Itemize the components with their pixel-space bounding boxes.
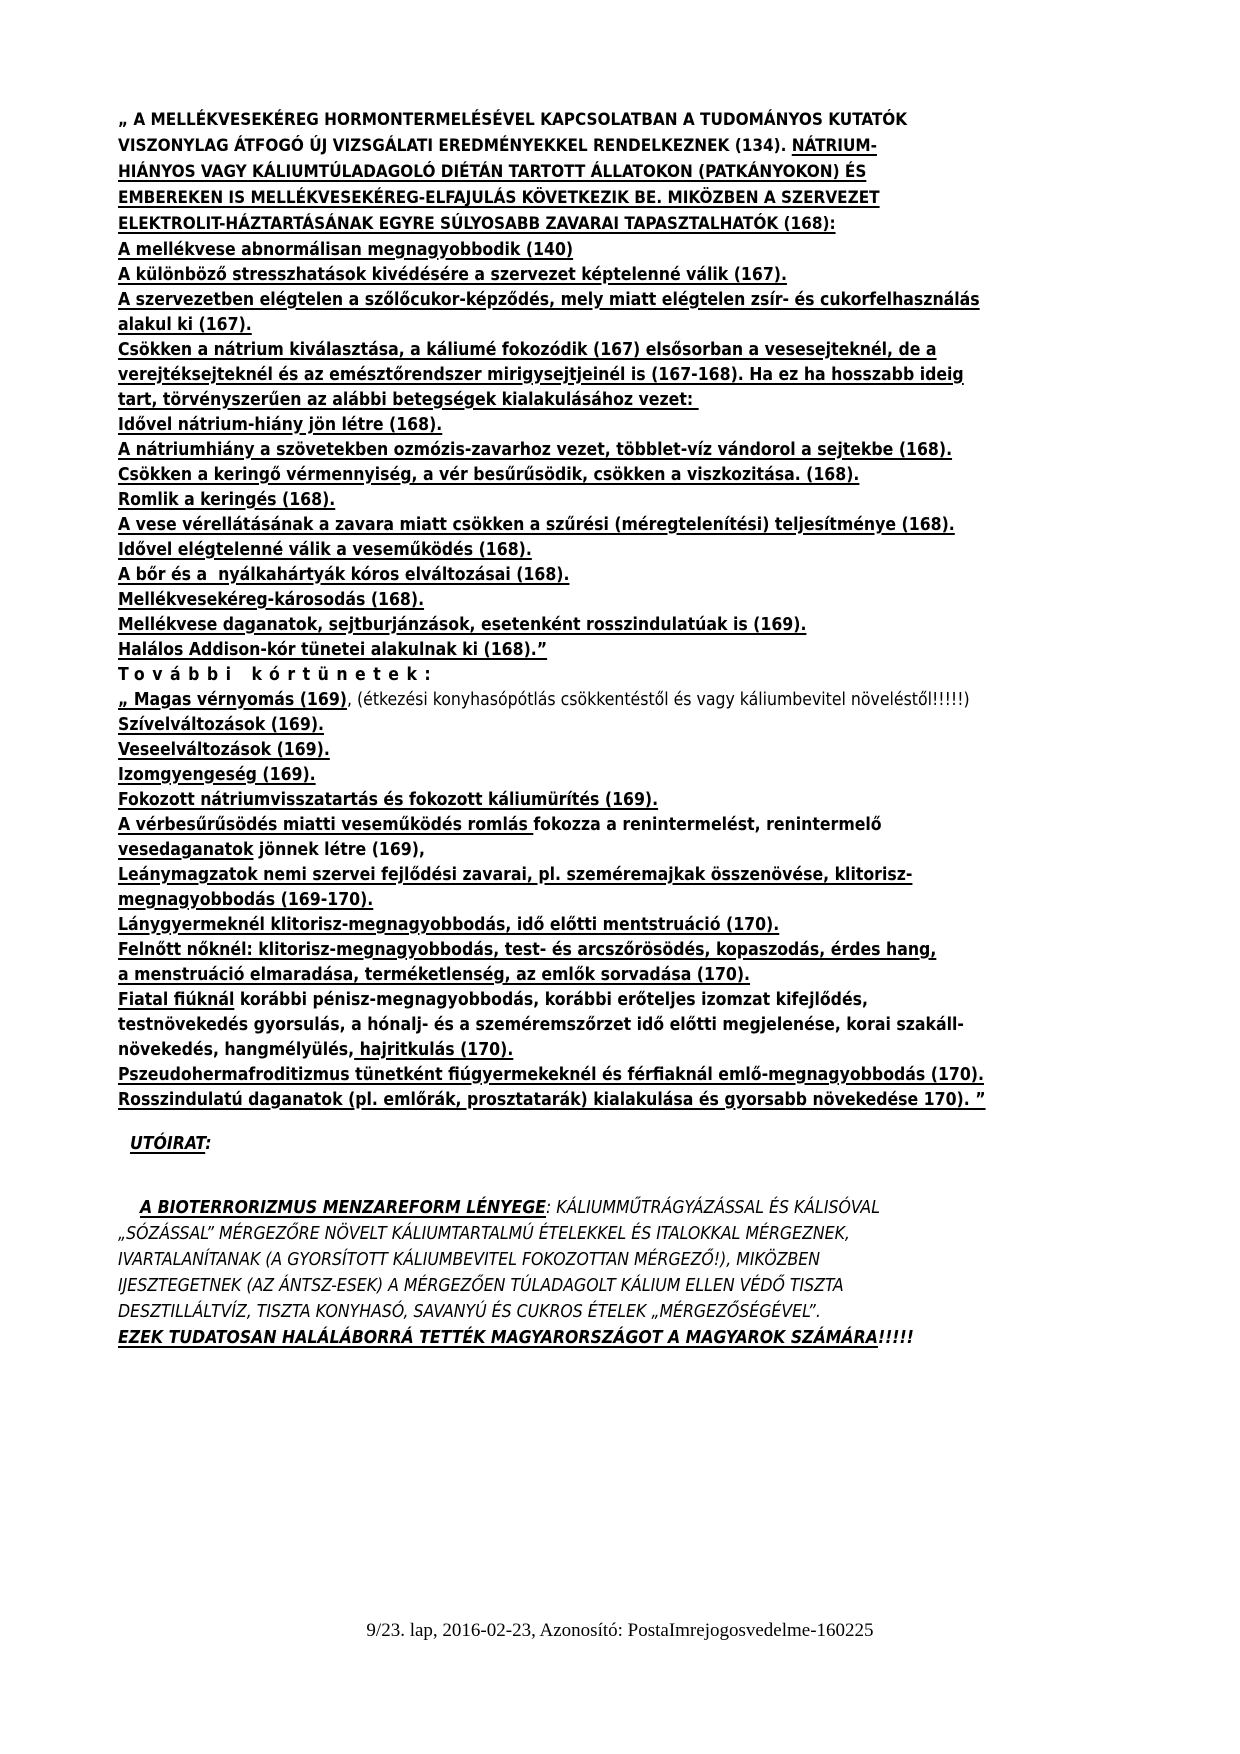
list-line: A mellékvese abnormálisan megnagyobbodik (140) [118,240,574,260]
list-line: A különböző stresszhatások kivédésére a szervezet képtelenné válik (167). [118,265,787,285]
further-line-2: Szívelváltozások (169). [118,715,325,735]
further-line-12: a menstruáció elmaradása, terméketlenség, az emlők sorvadása (170). [118,965,751,985]
further-line-15 [118,1040,513,1060]
postscript-exclamations: !!!!! [877,1328,914,1348]
page-footer: 9/23. lap, 2016-02-23, Azonosító: PostaImrejogosvedelme-160225 [366,1620,874,1641]
list-line: Idővel nátrium-hiány jön létre (168). [118,415,443,435]
postscript-title-colon: : [205,1134,212,1154]
postscript-lead-underlined: A BIOTERRORIZMUS MENZAREFORM LÉNYEGE [140,1198,546,1218]
list-line: A szervezetben elégtelen a szőlőcukor-képződés, mely miatt elégtelen zsír- és cukorfelhasználás [118,290,980,310]
intro-text: VISZONYLAG ÁTFOGÓ ÚJ VIZSGÁLATI EREDMÉNYEKKEL RENDELKEZNEK (134). [118,136,792,156]
further-text: korábbi pénisz-megnagyobbodás, korábbi erőteljes izomzat kifejlődés, [234,990,868,1010]
further-line-5: Fokozott nátriumvisszatartás és fokozott káliumürítés (169). [118,790,659,810]
further-line-17: Rosszindulatú daganatok (pl. emlőrák, prosztatarák) kialakulása és gyorsabb növekedése 170). ” [118,1090,986,1110]
postscript-line-2: „SÓZÁSSAL” MÉRGEZŐRE NÖVELT KÁLIUMTARTALMÚ ÉTELEKKEL ÉS ITALOKKAL MÉRGEZNEK, [118,1224,850,1244]
list-line: Romlik a keringés (168). [118,490,336,510]
further-text: , (étkezési konyhasópótlás csökkentéstől és vagy káliumbevitel növeléstől!!!!!) [347,690,970,710]
postscript-line-5: DESZTILLÁLTVÍZ, TISZTA KONYHASÓ, SAVANYÚ ÉS CUKROS ÉTELEK „MÉRGEZŐSÉGÉVEL”. [118,1302,821,1322]
further-line-14: testnövekedés gyorsulás, a hónalj- és a szeméremszőrzet idő előtti megjelenése, korai szakáll- [118,1015,964,1035]
list-line: tart, törvényszerűen az alábbi betegségek kialakulásához vezet: [118,390,699,410]
postscript-text: : KÁLIUMMŰTRÁGYÁZÁSSAL ÉS KÁLISÓVAL [546,1198,880,1218]
list-line: Mellékvese daganatok, sejtburjánzások, esetenként rosszindulatúak is (169). [118,615,807,635]
further-line-6 [118,815,882,835]
postscript-conclusion-underlined: EZEK TUDATOSAN HALÁLÁBORRÁ TETTÉK MAGYARORSZÁGOT A MAGYAROK SZÁMÁRA [118,1328,878,1348]
postscript-line-6 [118,1328,914,1348]
further-text-underlined: „ Magas vérnyomás (169) [118,690,347,710]
intro-line-3: HIÁNYOS VAGY KÁLIUMTÚLADAGOLÓ DIÉTÁN TARTOTT ÁLLATOKON (PATKÁNYOKON) ÉS [118,162,867,182]
further-line-1 [118,690,970,710]
further-line-16: Pszeudohermafroditizmus tünetként fiúgyermekeknél és férfiaknál emlő-megnagyobbodás (170). [118,1065,984,1085]
intro-text-underlined: NÁTRIUM- [791,136,877,156]
further-line-13 [118,990,868,1010]
further-text-underlined: hajritkulás (170). [354,1040,514,1060]
further-text: jönnek létre (169), [253,840,425,860]
further-line-8: Leánymagzatok nemi szervei fejlődési zavarai, pl. szeméremajkak összenövése, klitorisz- [118,865,913,885]
list-line: Mellékvesekéreg-károsodás (168). [118,590,425,610]
list-line: A nátriumhiány a szövetekben ozmózis-zavarhoz vezet, többlet-víz vándorol a sejtekbe (168). [118,440,953,460]
list-line: A vese vérellátásának a zavara miatt csökken a szűrési (méregtelenítési) teljesítménye (168). [118,515,955,535]
further-text-underlined: vesedaganatok [118,840,254,860]
postscript-line-3: IVARTALANÍTANAK (A GYORSÍTOTT KÁLIUMBEVITEL FOKOZOTTAN MÉRGEZŐ!), MIKÖZBEN [118,1250,821,1270]
further-line-9: megnagyobbodás (169-170). [118,890,374,910]
postscript-line-4: IJESZTEGETNEK (AZ ÁNTSZ-ESEK) A MÉRGEZŐEN TÚLADAGOLT KÁLIUM ELLEN VÉDŐ TISZTA [118,1276,844,1296]
list-line: Csökken a nátrium kiválasztása, a káliumé fokozódik (167) elsősorban a vesesejteknél, de a [118,340,937,360]
list-line: Csökken a keringő vérmennyiség, a vér besűrűsödik, csökken a viszkozitása. (168). [118,465,860,485]
intro-line-4: EMBEREKEN IS MELLÉKVESEKÉREG-ELFAJULÁS KÖVETKEZIK BE. MIKÖZBEN A SZERVEZET [118,188,880,208]
further-text-underlined: A vérbesűrűsödés miatti veseműködés romlás [118,815,534,835]
list-line: Halálos Addison-kór tünetei alakulnak ki (168).” [118,640,548,660]
list-line: A bőr és a nyálkahártyák kóros elváltozásai (168). [118,565,570,585]
further-line-4: Izomgyengeség (169). [118,765,316,785]
postscript-line-1 [140,1198,880,1218]
further-line-10: Lánygyermeknél klitorisz-megnagyobbodás, idő előtti mentstruáció (170). [118,915,780,935]
intro-line-2 [118,136,877,156]
further-line-11: Felnőtt nőknél: klitorisz-megnagyobbodás, test- és arcszőrösödés, kopaszodás, érdes hang, [118,940,937,960]
further-text-underlined: Fiatal fiúknál [118,990,235,1010]
further-symptoms-heading: További kórtünetek: [118,665,439,685]
postscript-title-text: UTÓIRAT [130,1134,206,1154]
further-line-7 [118,840,425,860]
intro-text: „ A MELLÉKVESEKÉREG HORMONTERMELÉSÉVEL KAPCSOLATBAN A TUDOMÁNYOS KUTATÓK [118,110,908,130]
postscript-title [130,1134,212,1154]
list-line: alakul ki (167). [118,315,252,335]
intro-line-5: ELEKTROLIT-HÁZTARTÁSÁNAK EGYRE SÚLYOSABB ZAVARAI TAPASZTALHATÓK (168): [118,214,836,234]
intro-line-1 [118,110,907,130]
list-line: verejtéksejteknél és az emésztőrendszer mirigysejtjeinél is (167-168). Ha ez ha hosszabb ideig [118,365,964,385]
further-line-3: Veseelváltozások (169). [118,740,330,760]
list-line: Idővel elégtelenné válik a veseműködés (168). [118,540,532,560]
further-text: növekedés, hangmélyülés, [118,1040,355,1060]
further-text: fokozza a renintermelést, renintermelő [533,815,882,835]
